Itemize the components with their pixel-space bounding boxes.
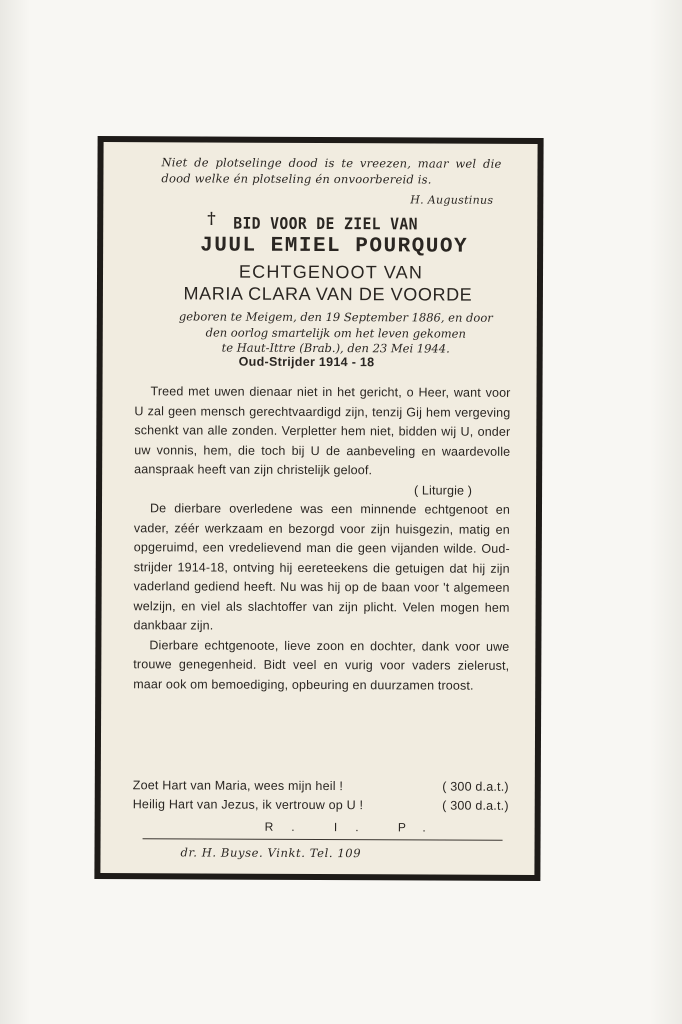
prayer-row xyxy=(133,776,509,797)
memorial-text xyxy=(133,382,510,696)
birth-line: geboren te Meigem, den 19 September 1886, en door xyxy=(178,309,493,325)
veteran-label: Oud-Strijder 1914 - 18 xyxy=(238,354,375,370)
rip-inscription: R. I. P. xyxy=(264,819,444,835)
farewell-paragraph: Dierbare echtgenoote, lieve zoon en dochter, dank voor uwe trouwe genegenheid. Bidt veel en vurig voor vaders zielerust, maar ook om bemoediging, opbeuring en duurzamen troost. xyxy=(133,637,510,693)
prayer-indulgence: ( 300 d.a.t.) xyxy=(442,798,509,813)
cross-icon: † xyxy=(207,208,216,228)
prayer-indulgence: ( 300 d.a.t.) xyxy=(442,779,509,794)
death-line: den oorlog smartelijk om het leven gekomen xyxy=(205,325,466,341)
prayer-heading: BID VOOR DE ZIEL VAN xyxy=(233,213,418,234)
divider xyxy=(143,838,503,841)
spouse-heading: ECHTGENOOT VAN xyxy=(238,261,424,283)
spouse-name: MARIA CLARA VAN DE VOORDE xyxy=(183,283,473,305)
augustinus-quote: Niet de plotselinge dood is te vreezen, maar wel die dood welke én plotseling én onvoorbereid is. xyxy=(161,155,502,187)
liturgy-paragraph: Treed met uwen dienaar niet in het gericht, o Heer, want voor U zal geen mensch gerechtvaardigd zijn, tenzij Gij hem vergeving schenkt van alle zonden. Verpletter hem niet, bidden wij U, onder uw vonnis, hem, die toch bij U de aanbeveling en waardevolle aanspraak heeft van zijn christelijk geloof. xyxy=(134,384,511,478)
deceased-name: JUUL EMIEL POURQUOY xyxy=(200,234,469,259)
prayer-text: Zoet Hart van Maria, wees mijn heil ! xyxy=(132,778,344,794)
indulgence-prayers xyxy=(133,776,509,816)
prayer-text: Heilig Hart van Jezus, ik vertrouw op U ! xyxy=(132,797,364,813)
memorial-card xyxy=(94,136,543,881)
death-place-line: te Haut-Ittre (Brab.), den 23 Mei 1944. xyxy=(221,340,450,356)
biography-paragraph: De dierbare overledene was een minnende echtgenoot en vader, zéér werkzaam en bezorgd voor zijn huisgezin, matig en opgeruimd, een vredelievend man die geen vijanden wilde. Oud-strijder 1914-18, ontving hij eereteekens die getuigen dat hij zijn vaderland gediend heeft. Nu was hij op de baan voor 't algemeen welzijn, en viel als slachtoffer van zijn plicht. Velen mogen hem dankbaar zijn. xyxy=(133,501,511,633)
birth-death-details xyxy=(151,309,521,357)
printer-credit: dr. H. Buyse. Vinkt. Tel. 109 xyxy=(180,845,362,861)
prayer-row xyxy=(133,795,509,816)
memorial-card-paper xyxy=(100,142,537,875)
quote-author: H. Augustinus xyxy=(410,193,494,207)
liturgy-source: ( Liturgie ) xyxy=(413,482,473,498)
